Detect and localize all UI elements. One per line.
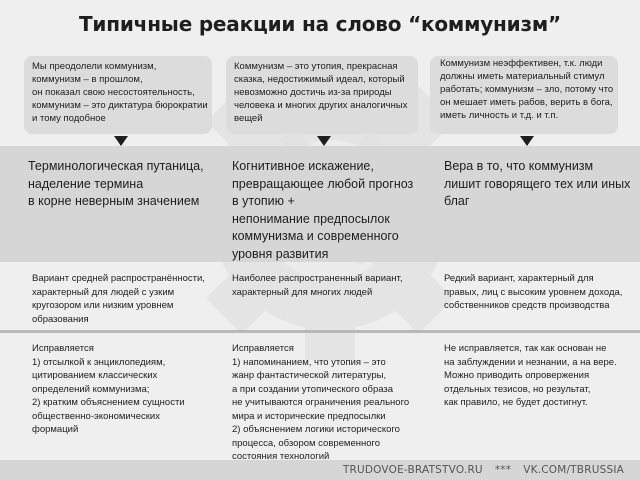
reaction-text-2: Коммунизм – это утопия, прекрасная сказка, недостижимый идеал, который невозможно достичь из-за природы человека и многих других аналогичных вещей bbox=[234, 61, 408, 124]
arrow-down-icon-3 bbox=[520, 136, 534, 146]
correction-text-2: Исправляется 1) напоминанием, что утопия – это жанр фантастической литературы, а при создании утопического образа не учитываются ограничения реального мира и исторические предпосылки 2) объяснением логики исторического процесса, обзором современного состояния технологий bbox=[232, 343, 410, 462]
reaction-text-1: Мы преодолели коммунизм, коммунизм – в прошлом, он показал свою несостоятельность, коммунизм – это диктатура бюрократии и тому подобное bbox=[32, 61, 208, 124]
diagnosis-text-3: Вера в то, что коммунизм лишит говорящего тех или иных благ bbox=[444, 159, 631, 208]
reaction-text-3: Коммунизм неэффективен, т.к. люди должны иметь материальный стимул работать; коммунизм – зло, потому что он мешает иметь рабов, верить в бога, иметь личность и т.д. и т.п. bbox=[440, 58, 614, 121]
section-divider bbox=[0, 330, 640, 333]
prevalence-text-1: Вариант средней распространённости, характерный для людей с узким кругозором или низким уровнем образования bbox=[32, 273, 205, 325]
footer-vk-link[interactable]: VK.COM/TBRUSSIA bbox=[523, 464, 624, 476]
correction-text-1: Исправляется 1) отсылкой к энциклопедиям, цитированием классических определений коммунизма; 2) кратким объяснением сущности общественно-экономических формаций bbox=[32, 343, 185, 435]
diagnosis-text-1: Терминологическая путаница, наделение термина в корне неверным значением bbox=[28, 159, 204, 208]
footer-site-link[interactable]: TRUDOVOE-BRATSTVO.RU bbox=[342, 464, 483, 476]
arrow-down-icon-2 bbox=[317, 136, 331, 146]
prevalence-text-2: Наиболее распространенный вариант, характерный для многих людей bbox=[232, 273, 403, 298]
footer-separator: *** bbox=[494, 464, 512, 476]
footer-credits bbox=[337, 464, 630, 476]
page-title: Типичные реакции на слово “коммунизм” bbox=[78, 12, 562, 36]
arrow-down-icon-1 bbox=[114, 136, 128, 146]
prevalence-text-3: Редкий вариант, характерный для правых, лиц с высоким уровнем дохода, собственников средств производства bbox=[444, 273, 623, 311]
diagnosis-text-2: Когнитивное искажение, превращающее любой прогноз в утопию + непонимание предпосылок коммунизма и современного уровня развития bbox=[232, 159, 414, 261]
correction-text-3: Не исправляется, так как основан не на заблуждении и незнании, а на вере. Можно приводить опровержения отдельных тезисов, но результат, как правило, не будет достигнут. bbox=[444, 343, 617, 408]
